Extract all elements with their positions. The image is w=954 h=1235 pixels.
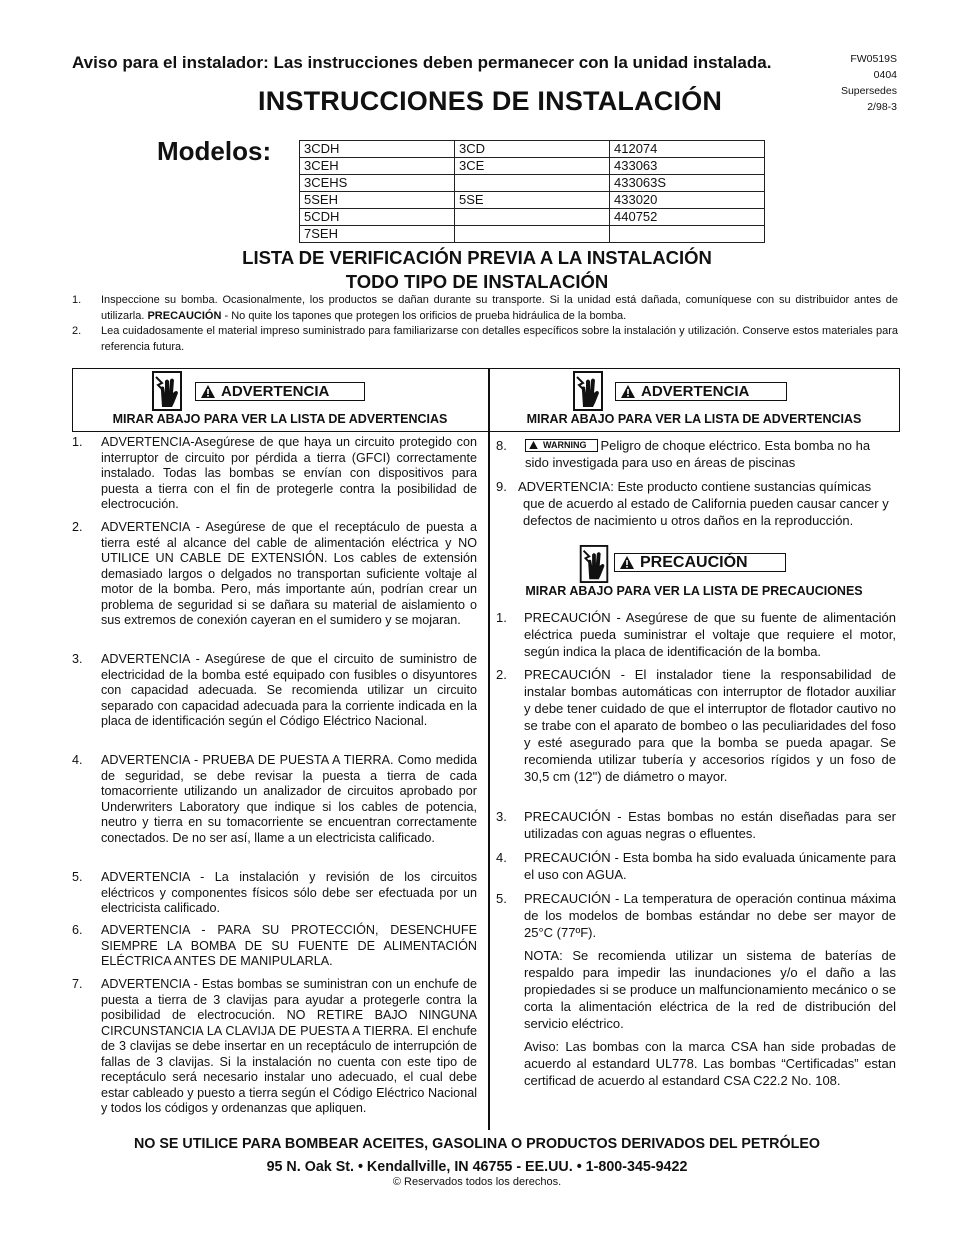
item-text: ADVERTENCIA - Asegúrese de que el receptáculo de puesta a tierra esté al alcance del cable de alimentación eléctrica y NO UTILICE UN CABLE DE EXTENSIÓN. Los cables de extensión demasiado largos o delgados no transportan suficiente voltaje al motor de la bomba. Pero, más importante aún, podrían crear un problema de seguridad si se dañara su material de aislamiento o sus extremos de conexión cayeran en el sumidero y se mojaran.: [101, 520, 477, 627]
warning-badge: [615, 382, 787, 401]
item-text: ADVERTENCIA - Asegúrese de que el circuito de suministro de electricidad de la bomba esté equipado con fusibles o disyuntores con capacidad adecuada. Se recomienda utilizar un circuito separado con capacidad adecuada para la corriente indicada en la placa de identificación según el Código Eléctrico Nacional.: [101, 652, 477, 728]
item-number: 5.: [72, 870, 83, 884]
warning-triangle-icon: [529, 441, 538, 449]
warning-badge-label: WARNING: [543, 439, 587, 450]
item-number: 7.: [72, 977, 83, 991]
warning-item: [72, 977, 477, 1117]
page-title: INSTRUCCIONES DE INSTALACIÓN: [258, 86, 723, 116]
item-text: PRECAUCIÓN - Estas bombas no están diseñadas para ser utilizadas con aguas negras o efluentes.: [524, 809, 896, 841]
caution-item: [496, 849, 896, 883]
item-number: 2.: [72, 520, 83, 534]
item-number: 8.: [496, 438, 507, 453]
warning-item: [496, 438, 896, 471]
company-address: 95 N. Oak St. • Kendallville, IN 46755 - EE.UU. • 1-800-345-9422: [266, 1159, 688, 1175]
doc-date: 0404: [873, 69, 897, 81]
item-number: 4.: [72, 753, 83, 767]
warning-badge-small: [525, 439, 598, 452]
warning-item: [496, 478, 896, 529]
item-text: ADVERTENCIA - PRUEBA DE PUESTA A TIERRA. Como medida de seguridad, se debe revisar la puesta a tierra de cada tomacorriente utilizando un analizador de circuitos aprobado por Underwriters Laboratory que indique si los cables de potencia, neutro y tierra en su tomacorriente se encuentran correctamente conectados. De no ser así, llame a un electricista calificado.: [101, 753, 477, 845]
warning-triangle-icon: [620, 556, 634, 569]
document-id: [797, 51, 897, 115]
warnings-list-caption: MIRAR ABAJO PARA VER LA LISTA DE ADVERTENCIAS: [526, 412, 862, 426]
doc-supersedes-label: Supersedes: [840, 85, 897, 97]
item-number: 3.: [496, 809, 507, 824]
checklist-item: [72, 292, 898, 324]
models-table-cell: 5SE: [455, 192, 610, 209]
note-text: NOTA: Se recomienda utilizar un sistema de baterías de respaldo para impedir las inundaciones y/o el daño a las propiedades si se produce un malfuncionamiento mecánico o se corta la alimentación eléctrica de la red de distribución del servicio eléctrico.: [524, 948, 896, 1031]
caution-item: [496, 666, 896, 785]
models-table-row: [300, 209, 765, 226]
warnings-list-caption: MIRAR ABAJO PARA VER LA LISTA DE ADVERTENCIAS: [112, 412, 448, 426]
copyright: © Reservados todos los derechos.: [392, 1176, 562, 1188]
electric-hazard-icon: [152, 371, 182, 411]
item-number: 6.: [72, 923, 83, 937]
warning-item: [72, 652, 477, 730]
item-text: PRECAUCIÓN - Asegúrese de que su fuente de alimentación eléctrica pueda suministrar el voltaje que requiere el motor, según indica la placa de identificación de la bomba.: [524, 610, 896, 659]
item-text: ADVERTENCIA - La instalación y revisión de los circuitos eléctricos y componentes físicos sólo debe ser efectuada por un electricista calificado.: [101, 870, 477, 915]
checklist-item: [72, 323, 898, 355]
warning-item: [72, 923, 477, 970]
item-text: Peligro de choque eléctrico. Esta bomba no ha sido investigada para uso en áreas de piscinas: [525, 438, 871, 470]
models-table-cell: 412074: [610, 141, 765, 158]
models-table: [299, 140, 765, 243]
item-number: 1.: [72, 435, 83, 449]
warning-item: [72, 520, 477, 629]
models-table-cell: [455, 209, 610, 226]
models-table-cell: 7SEH: [300, 226, 455, 243]
caution-badge-label: PRECAUCIÓN: [640, 553, 748, 571]
models-table-cell: [610, 226, 765, 243]
item-text: PRECAUCIÓN - Esta bomba ha sido evaluada únicamente para el uso con AGUA.: [524, 850, 896, 882]
item-text: ADVERTENCIA - PARA SU PROTECCIÓN, DESENCHUFE SIEMPRE LA BOMBA DE SU FUENTE DE ALIMENTACIÓN ELÉCTRICA ANTES DE MANIPULARLA.: [101, 923, 477, 968]
models-table-cell: 5SEH: [300, 192, 455, 209]
warning-item: [72, 435, 477, 513]
models-table-cell: 3CDH: [300, 141, 455, 158]
item-text: ADVERTENCIA - Estas bombas se suministran con un enchufe de puesta a tierra de 3 clavijas para ayudar a protegerle contra la posibilidad de electrocución. NO RETIRE BAJO NINGUNA CIRCUNSTANCIA LA CLAVIJA DE PUESTA A TIERRA. El enchufe de 3 clavijas se debe insertar en un receptáculo de interrupción de fallas de 3 clavijas. Si la instalación no cuenta con este tipo de receptáculo será necesario instalar uno adecuado, el cual debe estar cableado y puesto a tierra según el Código Eléctrico Nacional y todos los códigos y ordenanzas que apliquen.: [101, 977, 477, 1115]
warning-badge: [195, 382, 365, 401]
models-table-row: [300, 192, 765, 209]
doc-code: FW0519S: [850, 53, 897, 65]
electric-hazard-icon: [578, 545, 610, 583]
models-table-cell: 3CE: [455, 158, 610, 175]
item-text: PRECAUCIÓN - La temperatura de operación continua máxima de los modelos de bombas estándar no debe ser mayor de 25°C (77ºF).: [524, 891, 896, 940]
item-number: 2.: [496, 667, 507, 682]
item-text-end: - No quite los tapones que protegen los orificios de prueba hidráulica de la bomba.: [221, 310, 627, 322]
csa-notice: [496, 1038, 896, 1089]
models-table-cell: 433020: [610, 192, 765, 209]
models-label: Modelos:: [157, 136, 272, 166]
warning-badge-label: ADVERTENCIA: [641, 383, 750, 400]
cautions-list-caption: MIRAR ABAJO PARA VER LA LISTA DE PRECAUCIONES: [525, 584, 863, 598]
backup-battery-note: [496, 947, 896, 1032]
models-table-row: [300, 158, 765, 175]
item-text: Inspeccione su bomba. Ocasionalmente, los productos se dañan durante su transporte. Si la unidad está dañada, comuníquese con su distribuidor antes de utilizarla.: [101, 294, 898, 322]
electric-hazard-icon: [573, 371, 603, 411]
petroleum-warning: NO SE UTILICE PARA BOMBEAR ACEITES, GASOLINA O PRODUCTOS DERIVADOS DEL PETRÓLEO: [133, 1136, 821, 1152]
item-number: 3.: [72, 652, 83, 666]
item-number: 4.: [496, 850, 507, 865]
warning-triangle-icon: [621, 385, 635, 398]
item-number: 1.: [496, 610, 507, 625]
models-table-cell: 440752: [610, 209, 765, 226]
item-text: ADVERTENCIA-Asegúrese de que haya un circuito protegido con interruptor de circuito por pérdida a tierra (GFCI) correctamente instalado. Todas las bombas se envían con dispositivos para puesta a tierra con el fin de protegerle contra la posibilidad de electrocución.: [101, 435, 477, 511]
models-table-cell: [455, 226, 610, 243]
models-table-row: [300, 226, 765, 243]
doc-supersedes-code: 2/98-3: [867, 101, 897, 113]
warning-badge-label: ADVERTENCIA: [221, 383, 330, 400]
models-table-cell: 3CD: [455, 141, 610, 158]
item-number: 1.: [72, 294, 82, 306]
caution-item: [496, 808, 896, 842]
csa-text: Aviso: Las bombas con la marca CSA han side probadas de acuerdo al estandard UL778. Las bombas “Certificadas” estan certificad de acuerdo al estandard CSA C22.2 No. 108.: [524, 1039, 896, 1088]
checklist-title: LISTA DE VERIFICACIÓN PREVIA A LA INSTALACIÓN: [242, 247, 712, 268]
models-table-cell: 433063S: [610, 175, 765, 192]
checklist-heading: [0, 246, 954, 294]
models-table-cell: 433063: [610, 158, 765, 175]
item-number: 2.: [72, 325, 82, 337]
item-text: PRECAUCIÓN - El instalador tiene la responsabilidad de instalar bombas automáticas con interruptor de flotador auxiliar y debe tener cuidado de que el interruptor de flotador cautivo no se trabe con el aparato de bombeo o las peculiaridades del foso y esté asegurado para que la bomba se pueda apagar. Se recomienda utilizar tubería y accesorios rígidos y un foso de 30,5 cm (12") de diámetro o mayor.: [524, 667, 896, 784]
models-table-cell: 5CDH: [300, 209, 455, 226]
models-table-row: [300, 175, 765, 192]
column-divider: [488, 368, 490, 1130]
caution-item: [496, 609, 896, 660]
item-text: ADVERTENCIA: Este producto contiene sustancias químicas que de acuerdo al estado de California pueden causar cancer y defectos de nacimiento u otros daños en la reproducción.: [518, 479, 889, 528]
warning-item: [72, 870, 477, 917]
models-table-cell: 3CEH: [300, 158, 455, 175]
item-number: 5.: [496, 891, 507, 906]
warning-triangle-icon: [201, 385, 215, 398]
item-bold-text: PRECAUCIÓN: [147, 310, 222, 322]
caution-item: [496, 890, 896, 941]
models-table-cell: [455, 175, 610, 192]
item-number: 9.: [496, 479, 507, 494]
models-table-row: [300, 141, 765, 158]
item-text: Lea cuidadosamente el material impreso suministrado para familiarizarse con detalles específicos sobre la instalación y utilización. Conserve estos materiales para referencia futura.: [101, 325, 898, 353]
checklist-subtitle: TODO TIPO DE INSTALACIÓN: [345, 271, 609, 292]
installer-notice: Aviso para el instalador: Las instrucciones deben permanecer con la unidad instalada.: [72, 53, 772, 72]
warning-item: [72, 753, 477, 846]
models-table-cell: 3CEHS: [300, 175, 455, 192]
caution-badge: [614, 553, 786, 572]
